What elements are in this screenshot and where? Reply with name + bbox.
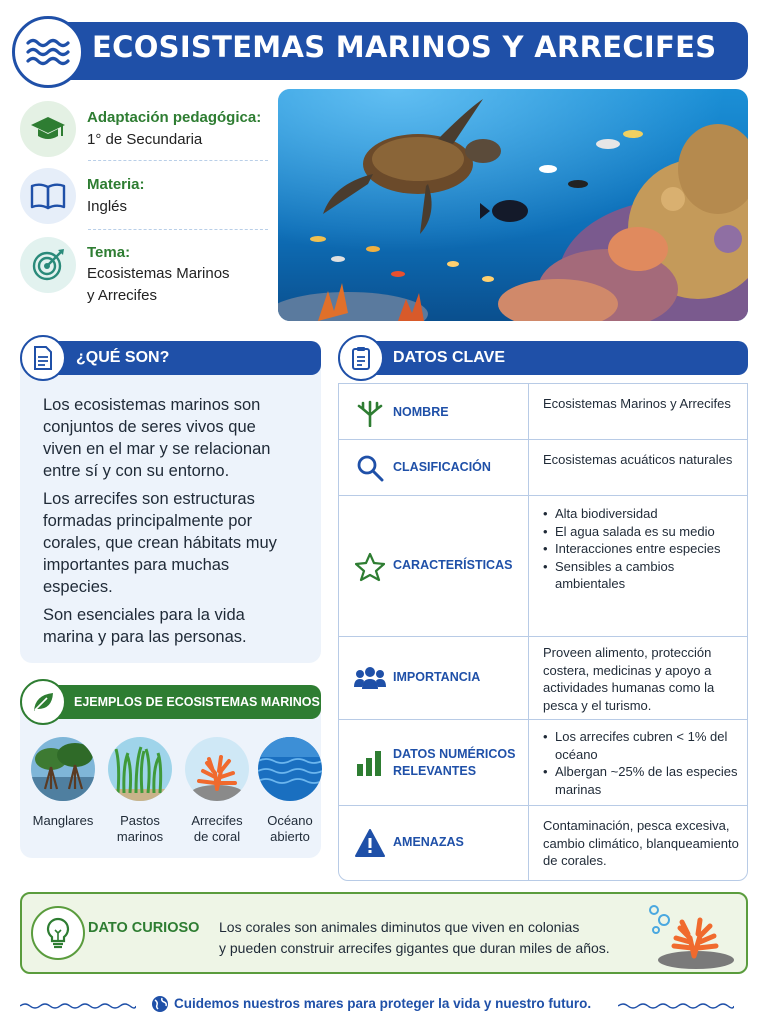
- materia-value: Inglés: [87, 198, 128, 215]
- que-son-paragraph: Los arrecifes son estructuras formadas principalmente por corales, que crean hábitats muy importantes para muchas especies.: [43, 490, 277, 596]
- bullet-item: • Albergan ~25% de las especies marinas: [543, 763, 743, 798]
- bullet-item: • Sensibles a cambios ambientales: [543, 558, 743, 593]
- table-row: [339, 637, 748, 720]
- divider: [88, 229, 268, 230]
- row-key: DATOS NUMÉRICOS RELEVANTES: [393, 747, 516, 778]
- row-key: IMPORTANCIA: [393, 670, 481, 684]
- row-key: AMENAZAS: [393, 835, 464, 849]
- coral-illustration: [646, 898, 736, 970]
- footer-text: Cuidemos nuestros mares para proteger la vida y nuestro futuro.: [174, 996, 592, 1011]
- dato-curioso-text: Los corales son animales diminutos que viven en colonias y pueden construir arrecifes gigantes que duran miles de años.: [219, 919, 610, 956]
- que-son-paragraph: Son esenciales para la vida marina y para las personas.: [43, 606, 247, 646]
- row-value: Contaminación, pesca excesiva, cambio climático, blanqueamiento de corales.: [543, 818, 739, 868]
- ejemplo-label: Arrecifes de coral: [191, 813, 243, 844]
- graduation-cap-icon: [20, 101, 76, 157]
- ejemplos-title: EJEMPLOS DE ECOSISTEMAS MARINOS: [74, 695, 320, 709]
- row-value: Ecosistemas Marinos y Arrecifes: [543, 396, 731, 411]
- target-icon: [20, 237, 76, 293]
- table-row: [339, 440, 748, 496]
- ejemplo-arrecifes: [182, 737, 252, 845]
- wave-decoration-left: [20, 998, 136, 1008]
- leaf-icon: [20, 679, 66, 725]
- globe-icon: [151, 995, 169, 1013]
- coral-image: [185, 737, 249, 801]
- ejemplo-label: Océano abierto: [267, 813, 313, 844]
- row-key: CARACTERÍSTICAS: [393, 558, 513, 572]
- people-icon: [353, 661, 387, 695]
- mangrove-image: [31, 737, 95, 801]
- table-row: [339, 496, 748, 637]
- seagrass-image: [108, 737, 172, 801]
- bullet-item: • El agua salada es su medio: [543, 523, 743, 541]
- ejemplo-oceano-abierto: [255, 737, 325, 845]
- row-key: CLASIFICACIÓN: [393, 460, 491, 474]
- divider: [88, 160, 268, 161]
- row-value: [543, 728, 743, 798]
- coral-icon: [353, 395, 387, 429]
- datos-clave-table: [338, 383, 748, 881]
- open-ocean-image: [258, 737, 322, 801]
- materia-label: Materia:: [87, 176, 145, 193]
- waves-logo-icon: [12, 16, 84, 88]
- search-icon: [353, 451, 387, 485]
- table-row: [339, 384, 748, 440]
- warning-icon: [353, 826, 387, 860]
- clipboard-icon: [338, 335, 384, 381]
- ejemplo-manglares: [28, 737, 98, 829]
- que-son-paragraph: Los ecosistemas marinos son conjuntos de seres vivos que viven en el mar y se relacionan entre sí y con su entorno.: [43, 396, 271, 480]
- ejemplo-pastos-marinos: [105, 737, 175, 845]
- bullet-item: • Los arrecifes cubren < 1% del océano: [543, 728, 743, 763]
- star-icon: [353, 550, 387, 584]
- adaptacion-value: 1° de Secundaria: [87, 131, 203, 148]
- bullet-item: • Interacciones entre especies: [543, 540, 743, 558]
- ejemplo-label: Manglares: [32, 813, 94, 828]
- row-key: NOMBRE: [393, 405, 449, 419]
- bullet-item: • Alta biodiversidad: [543, 505, 743, 523]
- table-row: [339, 806, 748, 881]
- tema-value-line2: y Arrecifes: [87, 287, 158, 304]
- tema-label: Tema:: [87, 244, 131, 261]
- row-value: [543, 505, 743, 593]
- coral-reef-photo: [278, 89, 748, 321]
- datos-clave-title: DATOS CLAVE: [393, 349, 506, 366]
- tema-value-line1: Ecosistemas Marinos: [87, 265, 230, 282]
- row-value: Ecosistemas acuáticos naturales: [543, 452, 733, 467]
- table-row: [339, 720, 748, 806]
- document-icon: [20, 335, 66, 381]
- adaptacion-label: Adaptación pedagógica:: [87, 109, 262, 126]
- bar-chart-icon: [353, 746, 387, 780]
- ejemplo-label: Pastos marinos: [116, 813, 164, 844]
- que-son-title: ¿QUÉ SON?: [76, 349, 170, 366]
- book-icon: [20, 168, 76, 224]
- row-value: Proveen alimento, protección costera, medicinas y apoyo a actividades humanas como la pesca y el turismo.: [543, 645, 715, 713]
- dato-curioso-title: DATO CURIOSO: [88, 920, 200, 936]
- wave-decoration-right: [618, 998, 734, 1008]
- page-title: ECOSISTEMAS MARINOS Y ARRECIFES: [92, 30, 717, 64]
- lightbulb-icon: [31, 906, 85, 960]
